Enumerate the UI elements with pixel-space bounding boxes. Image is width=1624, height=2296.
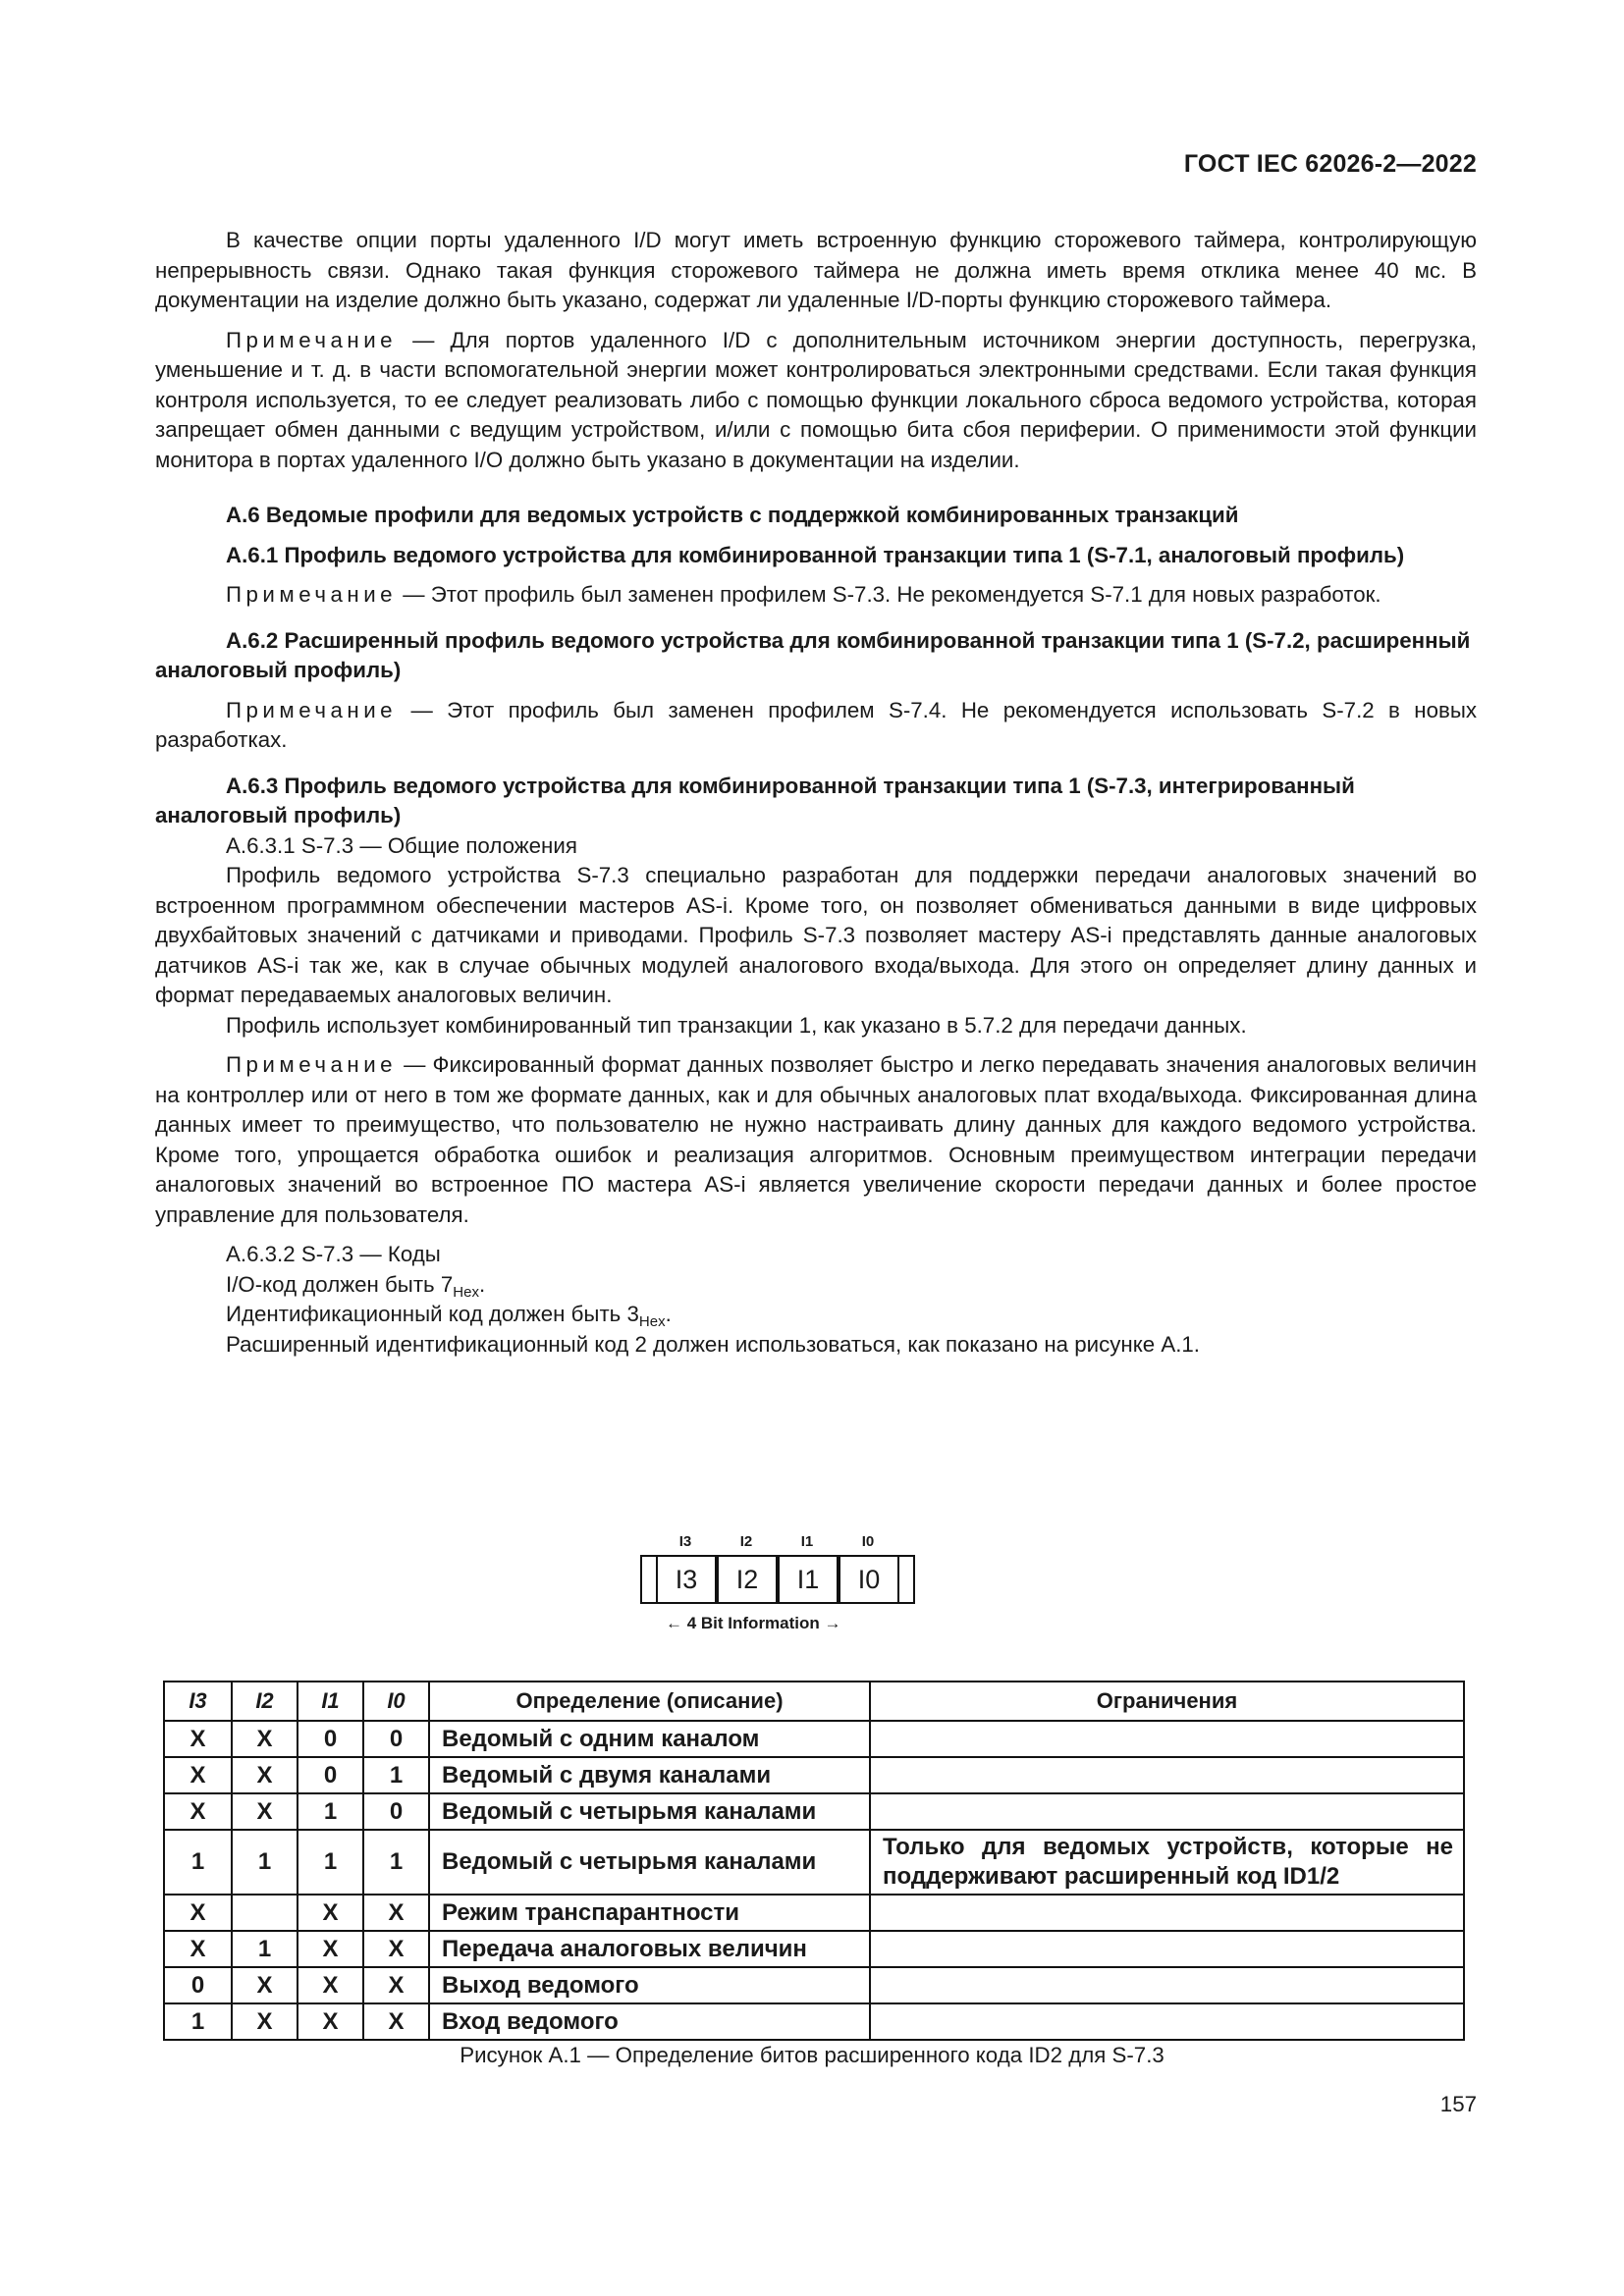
id-code-line: Идентификационный код должен быть $3_{Hex}$.: [226, 1302, 672, 1330]
cell-i0: 0: [363, 1793, 429, 1830]
cell-i3: X: [164, 1931, 232, 1967]
table-row: [164, 1830, 1464, 1895]
cell-i0: X: [363, 1967, 429, 2003]
note-label: Примечание: [226, 327, 398, 352]
table-row: [164, 2003, 1464, 2040]
note-text: — Для портов удаленного I/D с дополнительным источником энергии доступность, перегрузка, уменьшение и т. д. в части вспомогательной энергии может контролироваться электронными средствами. Если такая функция контроля используется, то ее следует реализовать либо с помощью функции локального сброса ведомого устройства, которая запрещает обмен данными с ведущим устройством, и/или с помощью бита сбоя периферии. О применимости этой функции монитора в портах удаленного I/O должно быть указано в документации на изделии.: [155, 327, 1477, 472]
cell-i0: 1: [363, 1757, 429, 1793]
subheading-a631: А.6.3.1 S-7.3 — Общие положения: [226, 832, 577, 858]
col-header-i0: I0: [363, 1682, 429, 1721]
cell-i2: X: [232, 1721, 298, 1757]
cell-limitation: [870, 1931, 1464, 1967]
bit-cell-i3: I3: [656, 1555, 717, 1604]
cell-limitation: [870, 1967, 1464, 2003]
page-number: 157: [1439, 2092, 1477, 2116]
table-row: [164, 1757, 1464, 1793]
cell-limitation: Только для ведомых устройств, которые не поддерживают расширенный код ID1/2: [870, 1830, 1464, 1895]
cell-i1: X: [298, 1931, 363, 1967]
bit-label-i2: I2: [739, 1533, 753, 1550]
note-fixed-format: [155, 1050, 1477, 1230]
cell-i3: X: [164, 1793, 232, 1830]
table-row: [164, 1895, 1464, 1931]
cell-i1: X: [298, 2003, 363, 2040]
col-header-definition: Определение (описание): [429, 1682, 870, 1721]
cell-i2: [232, 1895, 298, 1931]
table-row: [164, 1931, 1464, 1967]
cell-i2: X: [232, 2003, 298, 2040]
cell-i2: X: [232, 1757, 298, 1793]
note-label: Примечание: [226, 582, 398, 607]
cell-definition: Вход ведомого: [429, 2003, 870, 2040]
note-s71: [155, 580, 1477, 611]
cell-i1: X: [298, 1895, 363, 1931]
cell-i2: 1: [232, 1830, 298, 1895]
cell-i2: X: [232, 1967, 298, 2003]
cell-definition: Ведомый с одним каналом: [429, 1721, 870, 1757]
cell-limitation: [870, 1757, 1464, 1793]
ext-id-code-line: Расширенный идентификационный код 2 должен использоваться, как показано на рисунке А.1.: [226, 1331, 1200, 1357]
note-label: Примечание: [226, 1052, 398, 1077]
bit-row-right-edge: [899, 1555, 915, 1604]
table-row: [164, 1721, 1464, 1757]
cell-definition: Ведомый с четырьмя каналами: [429, 1793, 870, 1830]
cell-i3: X: [164, 1757, 232, 1793]
cell-definition: Ведомый с двумя каналами: [429, 1757, 870, 1793]
note-remote-io: [155, 326, 1477, 476]
col-header-i3: I3: [164, 1682, 232, 1721]
cell-i2: X: [232, 1793, 298, 1830]
subheading-a632: А.6.3.2 S-7.3 — Коды: [226, 1242, 441, 1266]
heading-a63: А.6.3 Профиль ведомого устройства для комбинированной транзакции типа 1 (S-7.3, интегрированный аналоговый профиль): [155, 773, 1355, 828]
cell-i1: X: [298, 1967, 363, 2003]
cell-i1: 1: [298, 1830, 363, 1895]
col-header-i1: I1: [298, 1682, 363, 1721]
heading-a61: А.6.1 Профиль ведомого устройства для комбинированной транзакции типа 1 (S-7.1, аналоговый профиль): [226, 542, 1405, 567]
cell-i0: 1: [363, 1830, 429, 1895]
cell-i3: 1: [164, 2003, 232, 2040]
cell-definition: Выход ведомого: [429, 1967, 870, 2003]
note-text: — Этот профиль был заменен профилем S-7.3. Не рекомендуется S-7.1 для новых разработок.: [403, 582, 1381, 607]
cell-limitation: [870, 1895, 1464, 1931]
heading-a6: А.6 Ведомые профили для ведомых устройств с поддержкой комбинированных транзакций: [226, 503, 1239, 527]
paragraph-watchdog: В качестве опции порты удаленного I/D могут иметь встроенную функцию сторожевого таймера, контролирующую непрерывность связи. Однако такая функция сторожевого таймера не должна иметь время отклика менее 40 мс. В документации на изделие должно быть указано, содержат ли удаленные I/D-порты функцию сторожевого таймера.: [155, 228, 1477, 312]
table-header-row: [164, 1682, 1464, 1721]
bit-cell-i0: I0: [839, 1555, 899, 1604]
cell-i3: X: [164, 1721, 232, 1757]
bit-information-figure: [646, 1533, 941, 1631]
page-body: [155, 226, 1477, 1360]
bit-cell-i1: I1: [778, 1555, 839, 1604]
col-header-limitations: Ограничения: [870, 1682, 1464, 1721]
cell-i0: X: [363, 2003, 429, 2040]
paragraph-profile: Профиль ведомого устройства S-7.3 специально разработан для поддержки передачи аналоговых значений во встроенном программном обеспечении мастеров AS-i. Кроме того, он позволяет обмениваться данными в виде цифровых двухбайтовых значений с датчиками и приводами. Профиль S-7.3 позволяет мастеру AS-i представлять данные аналоговых датчиков AS-i так же, как в случае обычных модулей аналогового входа/выхода. Для этого он определяет длину данных и формат передаваемых аналоговых величин.: [155, 863, 1477, 1007]
cell-limitation: [870, 2003, 1464, 2040]
cell-i2: 1: [232, 1931, 298, 1967]
bit-label-i0: I0: [861, 1533, 875, 1550]
id2-definition-table: [163, 1681, 1465, 2041]
table-row: [164, 1793, 1464, 1830]
document-header: ГОСТ IEC 62026-2—2022: [1183, 150, 1477, 178]
bit-label-i1: I1: [800, 1533, 814, 1550]
cell-definition: Ведомый с четырьмя каналами: [429, 1830, 870, 1895]
note-s72: [155, 696, 1477, 756]
cell-i0: X: [363, 1931, 429, 1967]
cell-i3: 0: [164, 1967, 232, 2003]
cell-i1: 1: [298, 1793, 363, 1830]
cell-i1: 0: [298, 1757, 363, 1793]
table-row: [164, 1967, 1464, 2003]
cell-limitation: [870, 1793, 1464, 1830]
paragraph-uses: Профиль использует комбинированный тип транзакции 1, как указано в 5.7.2 для передачи данных.: [226, 1012, 1247, 1038]
bit-label-i3: I3: [678, 1533, 692, 1550]
io-code-line: I/O-код должен быть $7_{Hex}$.: [226, 1271, 486, 1301]
note-text: — Фиксированный формат данных позволяет быстро и легко передавать значения аналоговых величин на контроллер или от него в том же формате данных, как и для обычных аналоговых плат входа/выхода. Фиксированная длина данных имеет то преимущество, что пользователю не нужно настраивать длину данных для каждого ведомого устройства. Кроме того, упрощается обработка ошибок и реализация алгоритмов. Основным преимуществом интеграции передачи аналоговых значений во встроенное ПО мастера AS-i является увеличение скорости передачи данных и более простое управление для пользователя.: [155, 1052, 1477, 1227]
bit-labels: [646, 1533, 941, 1551]
cell-i3: X: [164, 1895, 232, 1931]
cell-i3: 1: [164, 1830, 232, 1895]
bit-cells: [646, 1555, 941, 1604]
bit-information-caption: ← 4 Bit Information →: [666, 1614, 841, 1632]
note-text: — Этот профиль был заменен профилем S-7.4. Не рекомендуется использовать S-7.2 в новых разработках.: [155, 697, 1477, 752]
cell-i0: X: [363, 1895, 429, 1931]
bit-row-left-edge: [640, 1555, 656, 1604]
col-header-i2: I2: [232, 1682, 298, 1721]
cell-limitation: [870, 1721, 1464, 1757]
cell-i0: 0: [363, 1721, 429, 1757]
cell-i1: 0: [298, 1721, 363, 1757]
note-label: Примечание: [226, 697, 398, 722]
cell-definition: Передача аналоговых величин: [429, 1931, 870, 1967]
heading-a62: А.6.2 Расширенный профиль ведомого устройства для комбинированной транзакции типа 1 (S-7.2, расширенный аналоговый профиль): [155, 627, 1471, 682]
cell-definition: Режим транспарантности: [429, 1895, 870, 1931]
bit-cell-i2: I2: [717, 1555, 778, 1604]
figure-caption: Рисунок А.1 — Определение битов расширенного кода ID2 для S-7.3: [460, 2043, 1164, 2067]
